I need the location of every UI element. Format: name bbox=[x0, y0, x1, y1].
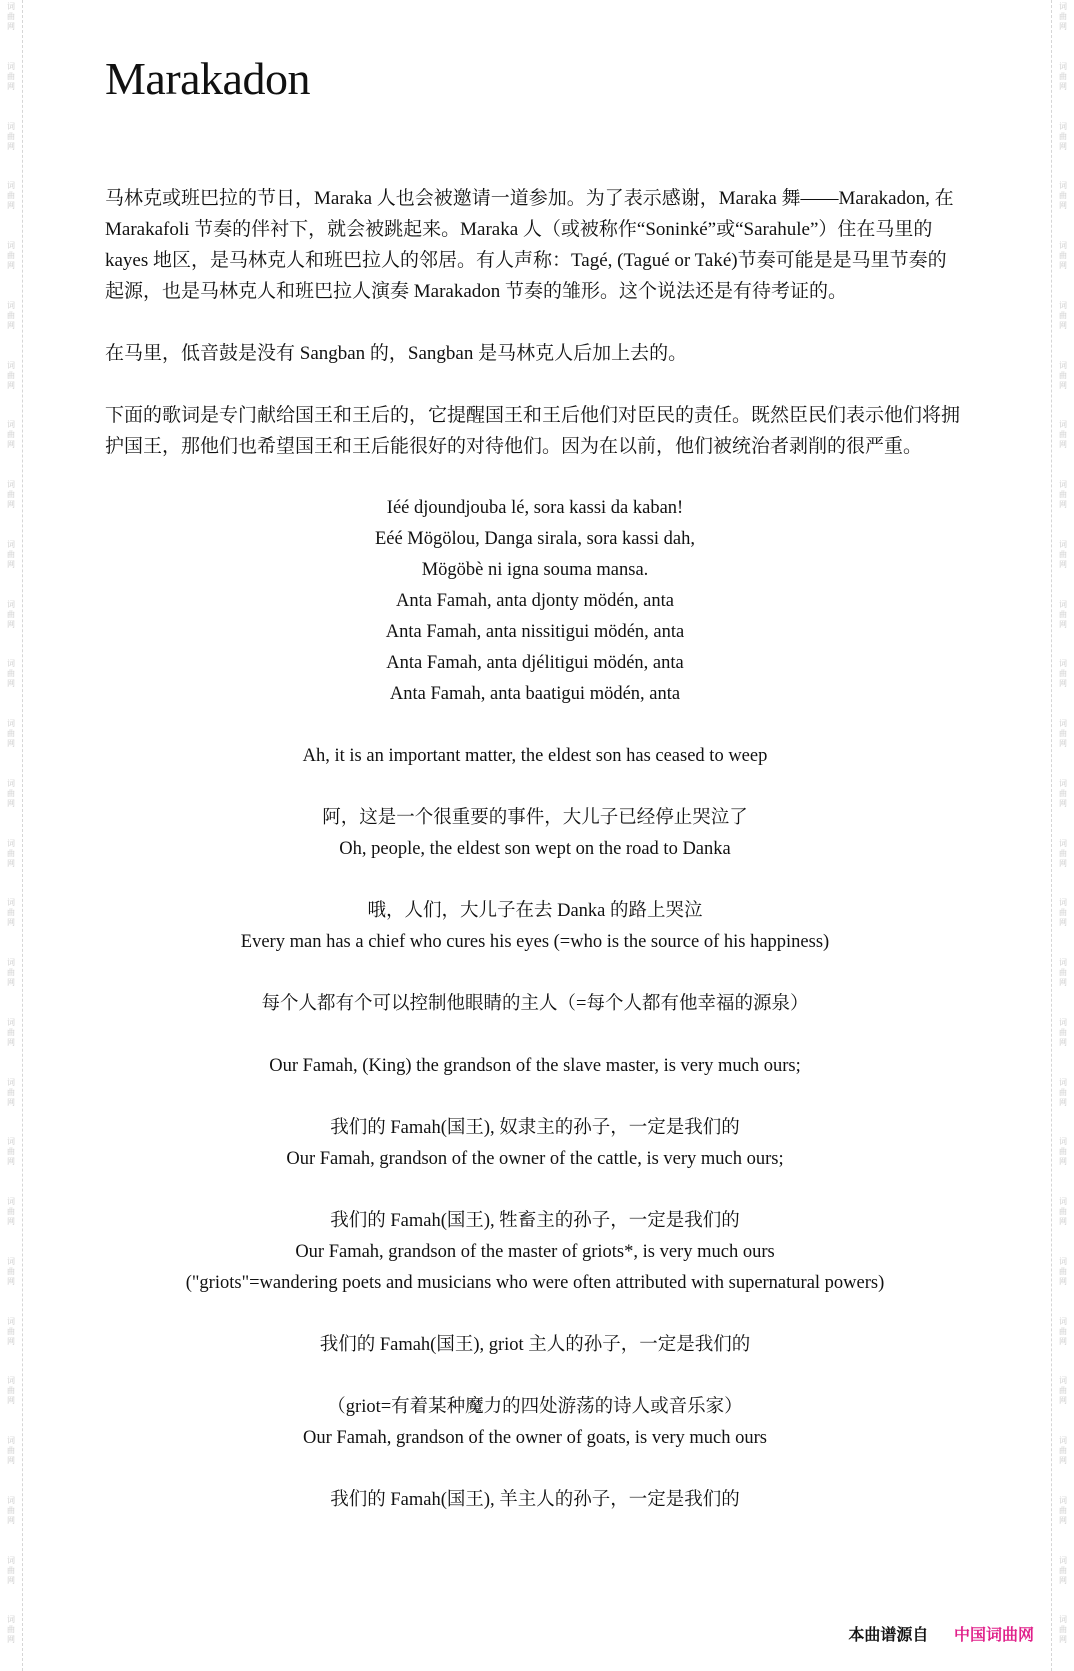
lyric-line: Ah, it is an important matter, the eldest son has ceased to weep bbox=[302, 746, 768, 766]
watermark-mark bbox=[1059, 1376, 1067, 1432]
watermark-char: 词 bbox=[7, 1137, 15, 1147]
watermark-char: 曲 bbox=[1059, 1266, 1067, 1276]
watermark-char: 词 bbox=[7, 1077, 15, 1087]
watermark-char: 网 bbox=[1059, 1515, 1067, 1525]
lyric-line: Our Famah, (King) the grandson of the slave master, is very much ours; bbox=[269, 1056, 801, 1076]
watermark-char: 曲 bbox=[1059, 490, 1067, 499]
watermark-char: 网 bbox=[7, 798, 15, 808]
watermark-char: 词 bbox=[1059, 599, 1067, 609]
watermark-char: 网 bbox=[1059, 679, 1067, 689]
watermark-char: 曲 bbox=[7, 490, 15, 499]
watermark-char: 词 bbox=[1059, 480, 1067, 489]
watermark-char: 曲 bbox=[1059, 549, 1067, 559]
watermark-char: 曲 bbox=[1059, 12, 1067, 21]
watermark-char: 网 bbox=[1059, 500, 1067, 509]
watermark-char: 网 bbox=[7, 81, 15, 91]
watermark-char: 网 bbox=[7, 440, 15, 450]
watermark-mark bbox=[7, 1496, 15, 1552]
watermark-char: 网 bbox=[1059, 201, 1067, 211]
footer-site-link[interactable]: 中国词曲网 bbox=[953, 1625, 1034, 1644]
watermark-char: 网 bbox=[7, 858, 15, 868]
watermark-char: 曲 bbox=[1059, 968, 1067, 977]
watermark-char: 词 bbox=[1059, 1436, 1067, 1445]
watermark-mark bbox=[1059, 600, 1067, 656]
watermark-mark bbox=[1059, 839, 1067, 895]
watermark-mark bbox=[7, 122, 15, 178]
watermark-char: 网 bbox=[1059, 1336, 1067, 1346]
footer-credit bbox=[848, 1622, 1034, 1645]
watermark-char: 词 bbox=[7, 61, 15, 71]
watermark-char: 词 bbox=[7, 778, 15, 788]
watermark-char: 词 bbox=[1059, 1615, 1067, 1625]
watermark-mark bbox=[1059, 1496, 1067, 1552]
watermark-char: 词 bbox=[7, 1197, 15, 1206]
watermark-char: 词 bbox=[7, 360, 15, 370]
watermark-char: 网 bbox=[1059, 798, 1067, 808]
watermark-char: 词 bbox=[7, 1376, 15, 1386]
watermark-mark bbox=[7, 62, 15, 118]
watermark-char: 网 bbox=[7, 1097, 15, 1107]
lyric-block bbox=[105, 493, 965, 710]
watermark-char: 词 bbox=[7, 1615, 15, 1625]
watermark-char: 网 bbox=[1059, 1635, 1067, 1645]
watermark-char: 词 bbox=[1059, 1555, 1067, 1565]
watermark-char: 网 bbox=[7, 1276, 15, 1286]
watermark-mark bbox=[1059, 540, 1067, 596]
lyric-block bbox=[105, 989, 965, 1020]
watermark-char: 曲 bbox=[7, 1147, 15, 1157]
watermark-char: 网 bbox=[1059, 619, 1067, 629]
watermark-char: 网 bbox=[1059, 1396, 1067, 1406]
watermark-mark bbox=[1059, 361, 1067, 417]
document-body bbox=[105, 52, 965, 1547]
watermark-char: 词 bbox=[1059, 241, 1067, 250]
watermark-mark bbox=[1059, 1556, 1067, 1612]
lyric-line: 我们的 Famah(国王), 奴隶主的孙子，一定是我们的 bbox=[330, 1118, 740, 1138]
watermark-char: 网 bbox=[1059, 440, 1067, 450]
lyric-line: Anta Famah, anta djélitigui mödén, anta bbox=[386, 653, 684, 673]
watermark-mark bbox=[1059, 2, 1067, 58]
watermark-char: 网 bbox=[7, 380, 15, 390]
watermark-char: 词 bbox=[7, 121, 15, 131]
lyric-block bbox=[105, 1051, 965, 1082]
watermark-char: 曲 bbox=[7, 12, 15, 21]
watermark-char: 曲 bbox=[1059, 1505, 1067, 1515]
watermark-char: 词 bbox=[1059, 719, 1067, 728]
watermark-char: 网 bbox=[7, 500, 15, 509]
watermark-char: 网 bbox=[7, 201, 15, 211]
watermark-char: 曲 bbox=[1059, 788, 1067, 798]
lyric-line: Anta Famah, anta djonty mödén, anta bbox=[396, 591, 674, 611]
watermark-char: 曲 bbox=[1059, 131, 1067, 141]
watermark-mark bbox=[7, 241, 15, 297]
watermark-char: 网 bbox=[1059, 559, 1067, 569]
lyric-line: Mögöbè ni igna souma mansa. bbox=[421, 560, 649, 580]
watermark-char: 曲 bbox=[1059, 1326, 1067, 1336]
lyric-line: 哦，人们，大儿子在去 Danka 的路上哭泣 bbox=[367, 901, 703, 921]
watermark-char: 词 bbox=[1059, 1316, 1067, 1326]
watermark-char: 网 bbox=[7, 1515, 15, 1525]
watermark-char: 曲 bbox=[7, 848, 15, 858]
watermark-char: 词 bbox=[1059, 300, 1067, 310]
watermark-char: 曲 bbox=[7, 370, 15, 380]
watermark-mark bbox=[1059, 62, 1067, 118]
watermark-char: 词 bbox=[7, 181, 15, 191]
watermark-mark bbox=[1059, 301, 1067, 357]
watermark-mark bbox=[1059, 898, 1067, 954]
watermark-char: 网 bbox=[1059, 261, 1067, 270]
lyric-line: Our Famah, grandson of the owner of goats, is very much ours bbox=[303, 1428, 767, 1448]
watermark-char: 网 bbox=[7, 1396, 15, 1406]
watermark-char: 曲 bbox=[7, 1207, 15, 1216]
watermark-char: 网 bbox=[1059, 1276, 1067, 1286]
watermark-mark bbox=[1059, 1317, 1067, 1373]
footer-source-label: 本曲谱源自 bbox=[848, 1625, 929, 1644]
lyric-block bbox=[105, 803, 965, 865]
watermark-mark bbox=[1059, 241, 1067, 297]
watermark-char: 词 bbox=[1059, 838, 1067, 848]
watermark-char: 曲 bbox=[1059, 370, 1067, 380]
watermark-char: 曲 bbox=[1059, 1565, 1067, 1575]
watermark-char: 曲 bbox=[1059, 71, 1067, 81]
watermark-char: 网 bbox=[7, 22, 15, 31]
watermark-char: 词 bbox=[7, 2, 15, 11]
watermark-mark bbox=[7, 600, 15, 656]
watermark-char: 词 bbox=[7, 539, 15, 549]
watermark-char: 曲 bbox=[7, 1505, 15, 1515]
watermark-mark bbox=[1059, 122, 1067, 178]
watermark-mark bbox=[1059, 1137, 1067, 1193]
watermark-char: 词 bbox=[7, 420, 15, 430]
watermark-char: 网 bbox=[1059, 1217, 1067, 1226]
watermark-char: 网 bbox=[7, 1217, 15, 1226]
watermark-char: 词 bbox=[7, 300, 15, 310]
lyric-line: 我们的 Famah(国王), 羊主人的孙子，一定是我们的 bbox=[330, 1490, 740, 1510]
lyric-block bbox=[105, 1113, 965, 1175]
lyric-block bbox=[105, 896, 965, 958]
watermark-char: 词 bbox=[7, 241, 15, 250]
watermark-char: 网 bbox=[1059, 1097, 1067, 1107]
watermark-char: 词 bbox=[1059, 121, 1067, 131]
lyrics-section bbox=[105, 493, 965, 1516]
watermark-mark bbox=[1059, 181, 1067, 237]
watermark-char: 网 bbox=[7, 1575, 15, 1585]
watermark-char: 词 bbox=[7, 1555, 15, 1565]
watermark-char: 曲 bbox=[1059, 1446, 1067, 1455]
watermark-char: 曲 bbox=[7, 1027, 15, 1037]
watermark-char: 网 bbox=[1059, 141, 1067, 151]
watermark-char: 网 bbox=[1059, 380, 1067, 390]
watermark-char: 网 bbox=[7, 918, 15, 928]
watermark-char: 网 bbox=[7, 1037, 15, 1047]
watermark-mark bbox=[7, 1556, 15, 1612]
watermark-char: 网 bbox=[7, 1456, 15, 1465]
lyric-line: Eéé Mögölou, Danga sirala, sora kassi dah, bbox=[374, 529, 696, 549]
lyric-block bbox=[105, 1485, 965, 1516]
watermark-mark bbox=[1059, 480, 1067, 536]
watermark-char: 词 bbox=[7, 838, 15, 848]
watermark-char: 曲 bbox=[1059, 908, 1067, 918]
watermark-char: 词 bbox=[1059, 420, 1067, 430]
watermark-char: 词 bbox=[7, 719, 15, 728]
watermark-char: 曲 bbox=[7, 1565, 15, 1575]
watermark-char: 网 bbox=[1059, 978, 1067, 987]
watermark-char: 曲 bbox=[7, 729, 15, 738]
watermark-mark bbox=[1059, 1615, 1067, 1671]
watermark-mark bbox=[1059, 1018, 1067, 1074]
watermark-mark bbox=[7, 719, 15, 775]
intro-paragraph-3: 下面的歌词是专门献给国王和王后的，它提醒国王和王后他们对臣民的责任。既然臣民们表示他们将拥护国王，那他们也希望国王和王后能很好的对待他们。因为在以前，他们被统治者剥削的很严重。 bbox=[105, 405, 961, 457]
watermark-char: 曲 bbox=[7, 968, 15, 977]
watermark-mark bbox=[1059, 659, 1067, 715]
lyric-block bbox=[105, 1330, 965, 1361]
watermark-mark bbox=[1059, 1078, 1067, 1134]
lyric-line: Our Famah, grandson of the master of griots*, is very much ours bbox=[295, 1242, 775, 1262]
watermark-char: 曲 bbox=[1059, 1207, 1067, 1216]
watermark-char: 词 bbox=[7, 1436, 15, 1445]
watermark-mark bbox=[7, 1436, 15, 1492]
watermark-char: 词 bbox=[7, 1017, 15, 1027]
lyric-block bbox=[105, 1206, 965, 1299]
watermark-char: 词 bbox=[7, 599, 15, 609]
watermark-mark bbox=[7, 1615, 15, 1671]
watermark-mark bbox=[7, 480, 15, 536]
watermark-mark bbox=[7, 361, 15, 417]
watermark-char: 网 bbox=[1059, 320, 1067, 330]
watermark-char: 词 bbox=[1059, 659, 1067, 669]
watermark-char: 网 bbox=[1059, 1157, 1067, 1167]
watermark-char: 曲 bbox=[7, 788, 15, 798]
watermark-char: 网 bbox=[7, 1336, 15, 1346]
watermark-char: 词 bbox=[1059, 1256, 1067, 1266]
watermark-char: 词 bbox=[7, 1316, 15, 1326]
watermark-char: 曲 bbox=[1059, 1147, 1067, 1157]
watermark-char: 曲 bbox=[1059, 848, 1067, 858]
watermark-char: 词 bbox=[7, 958, 15, 967]
lyric-line: 我们的 Famah(国王), griot 主人的孙子，一定是我们的 bbox=[319, 1335, 751, 1355]
watermark-mark bbox=[1059, 958, 1067, 1014]
watermark-mark bbox=[1059, 779, 1067, 835]
watermark-mark bbox=[7, 1018, 15, 1074]
watermark-mark bbox=[7, 958, 15, 1014]
watermark-mark bbox=[1059, 1436, 1067, 1492]
watermark-char: 词 bbox=[1059, 778, 1067, 788]
lyric-block bbox=[105, 1392, 965, 1454]
watermark-char: 曲 bbox=[7, 549, 15, 559]
watermark-char: 曲 bbox=[1059, 1625, 1067, 1635]
watermark-char: 网 bbox=[1059, 1037, 1067, 1047]
watermark-mark bbox=[7, 1137, 15, 1193]
lyric-line: Anta Famah, anta baatigui mödén, anta bbox=[389, 684, 681, 704]
lyric-line: 阿，这是一个很重要的事件，大儿子已经停止哭泣了 bbox=[322, 808, 748, 828]
watermark-char: 词 bbox=[1059, 898, 1067, 908]
watermark-char: 词 bbox=[1059, 1077, 1067, 1087]
watermark-char: 曲 bbox=[1059, 191, 1067, 201]
intro-section bbox=[105, 183, 965, 462]
watermark-char: 曲 bbox=[7, 310, 15, 320]
watermark-char: 网 bbox=[7, 978, 15, 987]
page-title: Marakadon bbox=[105, 53, 310, 104]
watermark-char: 词 bbox=[1059, 2, 1067, 11]
watermark-mark bbox=[1059, 1257, 1067, 1313]
watermark-char: 网 bbox=[1059, 858, 1067, 868]
watermark-char: 曲 bbox=[7, 430, 15, 440]
watermark-char: 网 bbox=[7, 141, 15, 151]
watermark-char: 网 bbox=[1059, 1575, 1067, 1585]
right-margin-watermark bbox=[1051, 0, 1074, 1671]
watermark-char: 词 bbox=[1059, 1197, 1067, 1206]
watermark-char: 曲 bbox=[7, 251, 15, 260]
watermark-mark bbox=[7, 301, 15, 357]
intro-paragraph-2: 在马里，低音鼓是没有 Sangban 的，Sangban 是马林克人后加上去的。 bbox=[105, 343, 688, 364]
watermark-mark bbox=[7, 1376, 15, 1432]
watermark-mark bbox=[7, 839, 15, 895]
watermark-char: 网 bbox=[7, 1157, 15, 1167]
watermark-char: 网 bbox=[1059, 918, 1067, 928]
watermark-char: 曲 bbox=[7, 1326, 15, 1336]
watermark-char: 词 bbox=[1059, 360, 1067, 370]
watermark-mark bbox=[7, 420, 15, 476]
watermark-char: 曲 bbox=[1059, 1087, 1067, 1097]
watermark-mark bbox=[7, 2, 15, 58]
left-margin-watermark bbox=[0, 0, 23, 1671]
watermark-char: 曲 bbox=[7, 1625, 15, 1635]
watermark-char: 词 bbox=[7, 659, 15, 669]
watermark-char: 词 bbox=[1059, 958, 1067, 967]
watermark-char: 网 bbox=[7, 619, 15, 629]
watermark-char: 曲 bbox=[1059, 310, 1067, 320]
watermark-char: 词 bbox=[1059, 1495, 1067, 1505]
watermark-mark bbox=[7, 1078, 15, 1134]
watermark-char: 网 bbox=[7, 320, 15, 330]
watermark-char: 曲 bbox=[7, 1087, 15, 1097]
lyric-line: 每个人都有个可以控制他眼睛的主人（=每个人都有他幸福的源泉） bbox=[261, 994, 809, 1014]
watermark-char: 曲 bbox=[7, 1266, 15, 1276]
watermark-mark bbox=[7, 1317, 15, 1373]
watermark-mark bbox=[1059, 420, 1067, 476]
watermark-char: 曲 bbox=[7, 908, 15, 918]
lyric-line: Our Famah, grandson of the owner of the cattle, is very much ours; bbox=[286, 1149, 784, 1169]
watermark-mark bbox=[1059, 1197, 1067, 1253]
watermark-char: 曲 bbox=[1059, 1027, 1067, 1037]
watermark-char: 网 bbox=[1059, 739, 1067, 748]
lyric-line: （griot=有着某种魔力的四处游荡的诗人或音乐家） bbox=[327, 1397, 743, 1417]
lyric-line: Oh, people, the eldest son wept on the road to Danka bbox=[339, 839, 731, 859]
watermark-char: 词 bbox=[1059, 1376, 1067, 1386]
watermark-mark bbox=[7, 1257, 15, 1313]
watermark-char: 网 bbox=[7, 559, 15, 569]
watermark-char: 网 bbox=[7, 739, 15, 748]
watermark-mark bbox=[7, 181, 15, 237]
intro-paragraph-1: 马林克或班巴拉的节日，Maraka 人也会被邀请一道参加。为了表示感谢，Maraka 舞——Marakadon, 在 Marakafoli 节奏的伴衬下，就会被跳起来。Maraka 人（或被称作“Soninké”或“Sarahule”）住在马里的 kayes 地区，是马林克人和班巴拉人的邻居。有人声称：Tagé, (Tagué or Také)节奏可能是是马里节奏的起源，也是马林克人和班巴拉人演奏 Marakadon 节奏的雏形。这个说法还是有待考证的。 bbox=[105, 188, 954, 302]
watermark-char: 词 bbox=[1059, 61, 1067, 71]
watermark-char: 网 bbox=[7, 1635, 15, 1645]
watermark-char: 网 bbox=[7, 261, 15, 270]
watermark-char: 曲 bbox=[7, 1446, 15, 1455]
watermark-mark bbox=[7, 898, 15, 954]
watermark-char: 网 bbox=[1059, 22, 1067, 31]
watermark-char: 词 bbox=[1059, 1137, 1067, 1147]
lyric-line: 我们的 Famah(国王), 牲畜主的孙子，一定是我们的 bbox=[330, 1211, 740, 1231]
watermark-char: 词 bbox=[7, 898, 15, 908]
watermark-char: 词 bbox=[7, 1256, 15, 1266]
lyric-line: Iéé djoundjouba lé, sora kassi da kaban! bbox=[386, 498, 684, 518]
watermark-char: 曲 bbox=[7, 669, 15, 679]
watermark-char: 词 bbox=[1059, 181, 1067, 191]
watermark-mark bbox=[1059, 719, 1067, 775]
watermark-char: 曲 bbox=[7, 1386, 15, 1396]
watermark-char: 网 bbox=[1059, 1456, 1067, 1465]
watermark-char: 词 bbox=[1059, 539, 1067, 549]
watermark-mark bbox=[7, 659, 15, 715]
lyric-line: Anta Famah, anta nissitigui mödén, anta bbox=[385, 622, 685, 642]
watermark-char: 网 bbox=[7, 679, 15, 689]
watermark-char: 网 bbox=[1059, 81, 1067, 91]
watermark-char: 词 bbox=[1059, 1017, 1067, 1027]
watermark-char: 曲 bbox=[7, 71, 15, 81]
watermark-char: 曲 bbox=[7, 191, 15, 201]
watermark-mark bbox=[7, 1197, 15, 1253]
watermark-char: 曲 bbox=[1059, 251, 1067, 260]
watermark-char: 词 bbox=[7, 480, 15, 489]
lyric-block bbox=[105, 741, 965, 772]
watermark-char: 曲 bbox=[1059, 669, 1067, 679]
watermark-char: 曲 bbox=[7, 131, 15, 141]
lyric-line: ("griots"=wandering poets and musicians who were often attributed with supernatural powers) bbox=[185, 1273, 885, 1293]
watermark-mark bbox=[7, 540, 15, 596]
watermark-char: 词 bbox=[7, 1495, 15, 1505]
watermark-char: 曲 bbox=[1059, 430, 1067, 440]
watermark-mark bbox=[7, 779, 15, 835]
watermark-char: 曲 bbox=[1059, 1386, 1067, 1396]
watermark-char: 曲 bbox=[1059, 729, 1067, 738]
watermark-char: 曲 bbox=[7, 609, 15, 619]
lyric-line: Every man has a chief who cures his eyes (=who is the source of his happiness) bbox=[240, 932, 830, 952]
watermark-char: 曲 bbox=[1059, 609, 1067, 619]
